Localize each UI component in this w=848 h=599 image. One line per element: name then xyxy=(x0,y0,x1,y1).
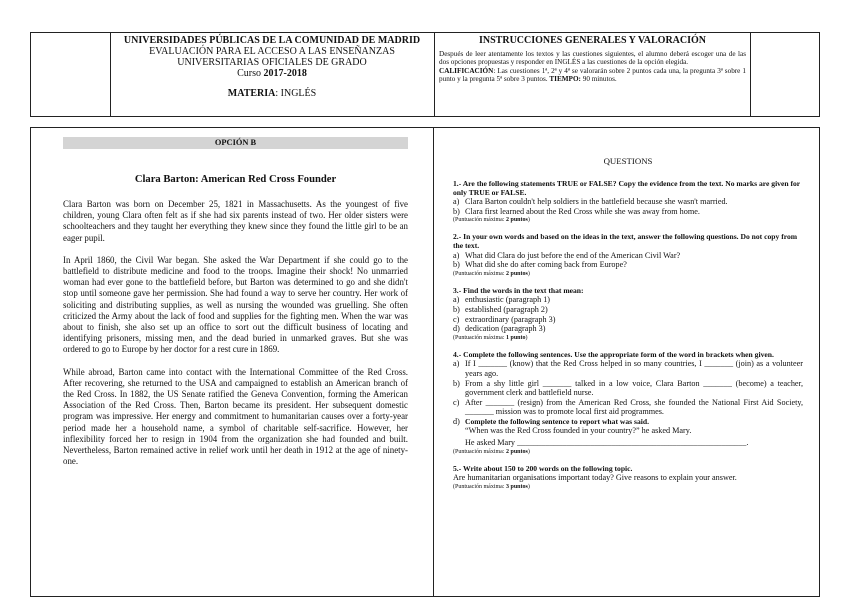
question-5-heading: 5.- Write about 150 to 200 words on the following topic. xyxy=(453,463,633,473)
question-2-item-b: b) What did she do after coming back from Europe? xyxy=(453,260,627,270)
question-5-body: Are humanitarian organisations important today? Give reasons to explain your answer. xyxy=(453,473,737,483)
course-line xyxy=(112,68,432,79)
exam-line-2: UNIVERSITARIAS OFICIALES DE GRADO xyxy=(177,57,367,68)
question-4-item-a: a) If I _______ (know) that the Red Cross helped in so many countries, I _______ (join) as a volunteer years ago. xyxy=(453,359,803,378)
header-exam-info xyxy=(112,35,432,99)
tiempo-label: TIEMPO: xyxy=(549,74,581,83)
course-label: Curso xyxy=(237,68,262,79)
question-2 xyxy=(453,233,803,277)
question-3-heading: 3.- Find the words in the text that mean: xyxy=(453,285,584,295)
question-1 xyxy=(453,180,803,224)
paragraph-1: Clara Barton was born on December 25, 1821 in Massachusetts. As the youngest of five children, young Clara often felt as if she had six parents instead of two. Her older sisters were schoolteachers and they taught her everything they knew since they found the little girl to be an eager pupil. xyxy=(63,199,408,243)
question-2-score: (Puntuación máxima: 2 puntos) xyxy=(453,270,530,277)
question-2-item-a: a) What did Clara do just before the end of the American Civil War? xyxy=(453,250,681,260)
reading-column xyxy=(63,137,408,467)
paragraph-3: While abroad, Barton came into contact with the International Committee of the Red Cross. After recovering, she returned to the USA and campaigned to establish an American branch of the Red Cross. In 1882, the US Senate ratified the Geneva Convention, forming the American Association of the Red Cross. Then, Barton became its president. Her subsequent domestic program was impressive. Her energy and commitment to humanitarian causes over a forty-year period made her a household name, a symbol of charitable self-sacrifice. However, her inflexibility forced her to resign in 1904 from the organization she had founded and built. Nevertheless, Barton remained active in relief work until her death in 1912 at the age of ninety-one. xyxy=(63,366,408,467)
questions-column xyxy=(453,156,803,491)
question-1-item-b: b) Clara first learned about the Red Cross while she was away from home. xyxy=(453,206,700,216)
question-4-quote: “When was the Red Cross founded in your country?” he asked Mary. xyxy=(465,426,692,436)
question-3-item-a: a) enthusiastic (paragraph 1) xyxy=(453,295,551,305)
main-divider xyxy=(433,127,434,597)
course-year: 2017-2018 xyxy=(263,68,307,79)
question-2-heading: 2.- In your own words and based on the ideas in the text, answer the following questions. Do not copy from the text. xyxy=(453,232,798,250)
question-4-item-c: c) After _______ (resign) from the American Red Cross, she founded the National First Aid Society, _______ mission was to promote local first aid programmes. xyxy=(453,397,803,417)
question-4-score: (Puntuación máxima: 2 puntos) xyxy=(453,448,530,455)
question-1-item-a: a) Clara Barton couldn't help soldiers in the battlefield because she wasn't married. xyxy=(453,197,728,207)
questions-title: QUESTIONS xyxy=(603,156,653,166)
question-4-item-d: d) Complete the following sentence to report what was said. xyxy=(453,416,649,426)
university-name: UNIVERSIDADES PÚBLICAS DE LA COMUNIDAD DE MADRID xyxy=(123,35,421,46)
question-4 xyxy=(453,351,803,456)
question-3-score: (Puntuación máxima: 1 punto) xyxy=(453,334,528,341)
exam-line-1: EVALUACIÓN PARA EL ACCESO A LAS ENSEÑANZAS xyxy=(149,46,395,57)
question-4-item-b: b) From a shy little girl _______ talked in a low voice, Clara Barton _______ (become) a teacher, government clerk and battlefield nurse. xyxy=(453,378,803,398)
question-1-score: (Puntuación máxima: 2 puntos) xyxy=(453,217,530,224)
question-3-item-d: d) dedication (paragraph 3) xyxy=(453,324,546,334)
subject-label: MATERIA xyxy=(227,88,276,99)
subject-line xyxy=(112,88,432,99)
reading-title: Clara Barton: American Red Cross Founder xyxy=(134,174,337,185)
header-divider-left xyxy=(110,32,111,117)
question-1-heading: 1.- Are the following statements TRUE or FALSE? Copy the evidence from the text. No marks are given for only TRUE or FALSE. xyxy=(453,179,801,197)
question-5 xyxy=(453,465,803,491)
option-banner xyxy=(63,137,408,149)
option-label: OPCIÓN B xyxy=(214,138,257,147)
calificacion-text: : Las cuestiones 1ª, 2ª y 4ª se valorarán sobre 2 puntos cada una, la pregunta 3ª sobre 1 punto y la pregunta 5ª sobre 3 puntos. xyxy=(439,66,746,83)
header-divider-middle xyxy=(434,32,435,117)
instructions-title: INSTRUCCIONES GENERALES Y VALORACIÓN xyxy=(479,35,706,46)
subject-value: : INGLÉS xyxy=(275,88,317,99)
instructions-body: Después de leer atentamente los textos y las cuestiones siguientes, el alumno deberá escoger una de las dos opciones propuestas y responder en INGLÉS a las cuestiones de la opción elegida. xyxy=(439,50,746,67)
question-3 xyxy=(453,287,803,342)
question-3-item-b: b) established (paragraph 2) xyxy=(453,304,548,314)
calificacion-label: CALIFICACIÓN xyxy=(439,66,494,75)
question-4-heading: 4.- Complete the following sentences. Use the appropriate form of the word in brackets when given. xyxy=(453,349,774,359)
question-4-reported: He asked Mary ________________________________________________________. xyxy=(465,438,749,448)
header-divider-right xyxy=(750,32,751,117)
paragraph-2: In April 1860, the Civil War began. She asked the War Department if she could go to the battlefield to distribute medicine and food to the troops. Imagine their shock! No unmarried woman had ever gone to the battlefield before, but Barton was determined to go and she didn't stop until someone gave her permission. She had found a way to serve her country. Her work of soliciting and distributing supplies, as well as nursing the wounded was gruelling. She often criticized the Army about the lack of food and supplies for the fighting men. When the war was about to finish, she also set up an office to sort out the difficult business of locating and identifying prisoners, missing men, and the dead buried in unmarked graves. But she was ordered to go to Europe by her doctor for a rest cure in 1869. xyxy=(63,254,408,355)
tiempo-text: 90 minutos. xyxy=(580,74,617,83)
instructions-grading xyxy=(439,67,746,84)
question-3-item-c: c) extraordinary (paragraph 3) xyxy=(453,314,556,324)
question-5-score: (Puntuación máxima: 3 puntos) xyxy=(453,483,530,490)
header-instructions xyxy=(439,35,746,83)
